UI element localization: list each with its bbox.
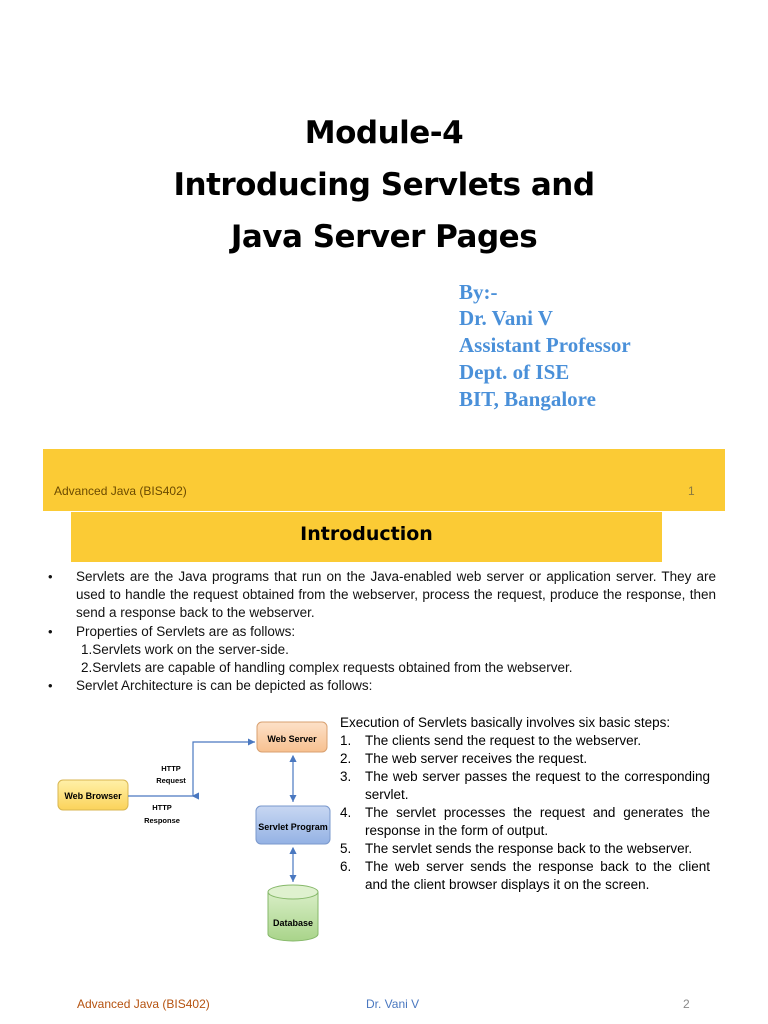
intro-heading: Introduction: [300, 523, 433, 545]
title-line-1: Module-4: [304, 115, 464, 151]
step-item: 5. The servlet sends the response back to the webserver.: [340, 841, 693, 856]
servlet-architecture-diagram: [50, 712, 340, 952]
http-response-label-2: Response: [144, 816, 180, 825]
author-title: Assistant Professor: [459, 333, 631, 357]
footer2-author: Dr. Vani V: [366, 997, 420, 1011]
bullet-icon: •: [48, 624, 53, 639]
author-college: BIT, Bangalore: [459, 387, 596, 411]
property-1: 1.Servlets work on the server-side.: [81, 642, 289, 657]
title-line-2: Introducing Servlets and: [173, 167, 595, 203]
servlet-program-label: Servlet Program: [258, 822, 328, 832]
web-browser-label: Web Browser: [64, 791, 122, 801]
web-server-label: Web Server: [267, 734, 317, 744]
bullet-icon: •: [48, 569, 53, 584]
step-item: 3. The web server passes the request to the corresponding servlet.: [340, 769, 710, 802]
web-browser-node: [58, 780, 128, 810]
step-item: 6. The web server sends the response back to the client and the client browser displays it on the screen.: [340, 859, 710, 892]
author-by: By:-: [459, 280, 498, 304]
http-response-label-1: HTTP: [152, 803, 172, 812]
http-request-label-1: HTTP: [161, 764, 181, 773]
database-label: Database: [272, 918, 314, 928]
execution-steps: [340, 714, 710, 894]
footer2-course: Advanced Java (BIS402): [77, 997, 210, 1011]
http-request-label-2: Request: [156, 776, 186, 785]
property-2: 2.Servlets are capable of handling complex requests obtained from the webserver.: [81, 660, 573, 675]
http-request-arrow: [128, 742, 255, 796]
servlet-program-node: [256, 806, 330, 844]
bullet-properties: Properties of Servlets are as follows:: [76, 624, 296, 639]
step-item: 2. The web server receives the request.: [340, 751, 588, 766]
author-dept: Dept. of ISE: [459, 360, 570, 384]
slide-1-footer: [43, 449, 725, 511]
intro-heading-bar: [71, 512, 662, 562]
step-item: 4. The servlet processes the request and generates the response in the form of output.: [340, 805, 710, 838]
bullet-architecture: Servlet Architecture is can be depicted as follows:: [76, 678, 373, 693]
footer-page-number: 1: [688, 484, 695, 498]
author-name: Dr. Vani V: [459, 306, 553, 330]
title-line-3: Java Server Pages: [230, 219, 538, 255]
bullet-icon: •: [48, 678, 53, 693]
footer-course: Advanced Java (BIS402): [54, 484, 187, 498]
database-node: [268, 885, 318, 941]
execution-intro: Execution of Servlets basically involves six basic steps:: [340, 715, 671, 730]
step-item: 1. The clients send the request to the webserver.: [340, 733, 642, 748]
web-server-node: [257, 722, 327, 752]
bullet-servlets-definition: Servlets are the Java programs that run on the Java-enabled web server or application server. They are used to handle the request obtained from the webserver, process the request, produce the response, then send a response back to the webserver.: [76, 569, 716, 620]
footer2-page-number: 2: [683, 997, 690, 1011]
